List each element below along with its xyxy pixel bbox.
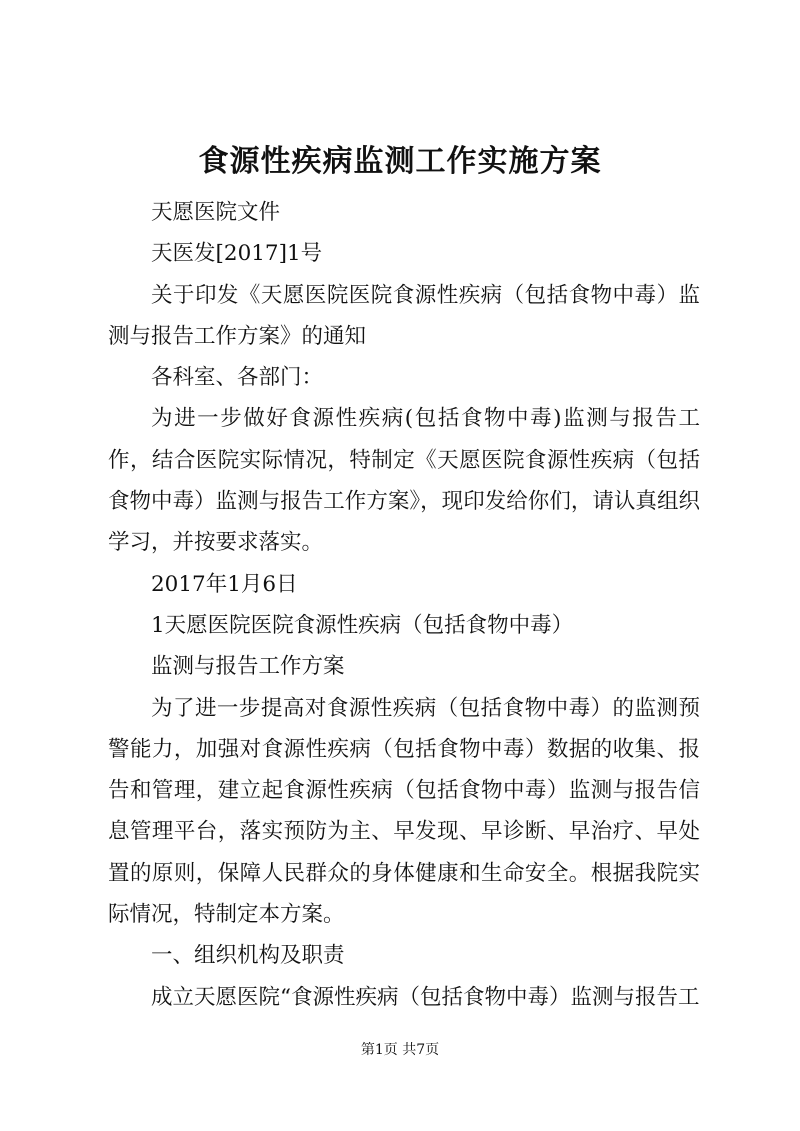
document-title: 食源性疾病监测工作实施方案 [198,144,602,179]
section-heading-organization: 一、组织机构及职责 [151,943,345,969]
paragraph-organization: 成立天愿医院“食源性疾病（包括食物中毒）监测与报告工 [151,984,700,1010]
paragraph-plan-heading-1: 1天愿医院医院食源性疾病（包括食物中毒） [151,612,574,638]
paragraph-notice-title: 关于印发《天愿医院医院食源性疾病（包括食物中毒）监测与报告工作方案》的通知 [108,282,700,349]
paragraph-date: 2017年1月6日 [151,571,298,597]
document-body [108,192,700,1018]
paragraph-document-number: 天医发[2017]1号 [151,241,323,267]
page-footer: 第1页 共7页 [360,1042,440,1058]
paragraph-recipients: 各科室、各部门： [151,365,324,391]
paragraph-plan-heading-2: 监测与报告工作方案 [151,654,345,680]
paragraph-plan-purpose: 为了进一步提高对食源性疾病（包括食物中毒）的监测预警能力，加强对食源性疾病（包括食物中毒）数据的收集、报告和管理，建立起食源性疾病（包括食物中毒）监测与报告信息管理平台，落实预防为主、早发现、早诊断、早治疗、早处置的原则，保障人民群众的身体健康和生命安全。根据我院实际情况，特制定本方案。 [108,695,700,928]
paragraph-issuer: 天愿医院文件 [151,200,281,225]
paragraph-notice-body: 为进一步做好食源性疾病(包括食物中毒)监测与报告工作，结合医院实际情况，特制定《天愿医院食源性疾病（包括食物中毒）监测与报告工作方案》，现印发给你们，请认真组织学习，并按要求落实。 [108,406,700,556]
